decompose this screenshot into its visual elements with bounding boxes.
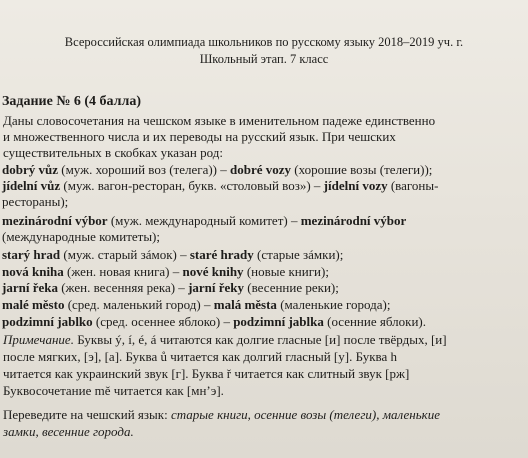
example-pair (2, 162, 432, 177)
intro-line: Даны словосочетания на чешском языке в именительном падеже единственно (3, 113, 436, 128)
czech-singular: nová kniha (2, 264, 64, 279)
singular-translation: (жен. весенняя река) – (57, 280, 189, 295)
singular-translation: (муж. международный комитет) – (107, 213, 301, 228)
czech-singular: malé město (2, 297, 65, 312)
example-pair (2, 178, 438, 193)
example-pair (2, 213, 406, 228)
exercise-line: замки, весенние города. (3, 424, 134, 439)
intro-line: и множественного числа и их переводы на русский язык. При чешских (3, 129, 396, 144)
czech-plural: jarní řeky (188, 280, 245, 295)
note-text: Буквы ý, í, é, á читаются как долгие гласные [и] после твёрдых, [и] (73, 332, 447, 347)
olympiad-title: Всероссийская олимпиада школьников по русскому языку 2018–2019 уч. г. (64, 35, 464, 49)
continuation-line: рестораны); (2, 194, 69, 209)
czech-singular: jarní řeka (2, 280, 58, 295)
plural-translation: (старые зáмки); (253, 247, 344, 262)
example-pair (2, 247, 343, 262)
continuation-line: (международные комитеты); (2, 229, 160, 244)
plural-translation: (осенние яблоки). (323, 314, 426, 329)
stage-grade: Школьный этап. 7 класс (199, 52, 329, 66)
czech-plural: jídelní vozy (323, 178, 388, 193)
note-line (3, 332, 447, 347)
czech-plural: podzimní jablka (233, 314, 324, 329)
plural-translation: (хорошие возы (телеги)); (291, 162, 433, 177)
czech-singular: starý hrad (2, 247, 61, 262)
exercise-line (3, 407, 440, 422)
singular-translation: (сред. осеннее яблоко) – (92, 314, 234, 329)
plural-translation: (вагоны- (387, 178, 439, 193)
czech-singular: jídelní vůz (2, 178, 61, 193)
example-pair (2, 314, 426, 329)
czech-plural: nové knihy (182, 264, 244, 279)
czech-plural: staré hrady (189, 247, 254, 262)
intro-line: существительных в скобках указан род: (3, 145, 223, 160)
note-line: после мягких, [э], [а]. Буква ů читается как долгий гласный [у]. Буква h (3, 349, 398, 364)
czech-plural: dobré vozy (230, 162, 292, 177)
example-pair (2, 264, 329, 279)
singular-translation: (сред. маленький город) – (64, 297, 214, 312)
plural-translation: (новые книги); (243, 264, 329, 279)
czech-singular: podzimní jablko (2, 314, 93, 329)
note-line: Буквосочетание mě читается как [мн’э]. (3, 383, 224, 398)
singular-translation: (жен. новая книга) – (63, 264, 183, 279)
singular-translation: (муж. вагон-ресторан, букв. «столовый воз») – (60, 178, 324, 193)
task-title: Задание № 6 (4 балла) (2, 94, 142, 109)
singular-translation: (муж. старый зáмок) – (60, 247, 190, 262)
czech-plural: mezinárodní výbor (300, 213, 407, 228)
exercise-items: старые книги, осенние возы (телеги), маленькие (170, 407, 440, 422)
example-pair (2, 280, 339, 295)
note-label: Примечание. (3, 332, 74, 347)
plural-translation: (маленькие города); (276, 297, 391, 312)
plural-translation: (весенние реки); (244, 280, 339, 295)
singular-translation: (муж. хороший воз (телега)) – (57, 162, 231, 177)
exercise-lead: Переведите на чешский язык: (3, 407, 171, 422)
czech-singular: mezinárodní výbor (2, 213, 108, 228)
example-pair (2, 297, 390, 312)
note-line: читается как украинский звук [г]. Буква ř читается как слитный звук [рж] (3, 366, 410, 381)
czech-plural: malá města (213, 297, 277, 312)
czech-singular: dobrý vůz (2, 162, 58, 177)
